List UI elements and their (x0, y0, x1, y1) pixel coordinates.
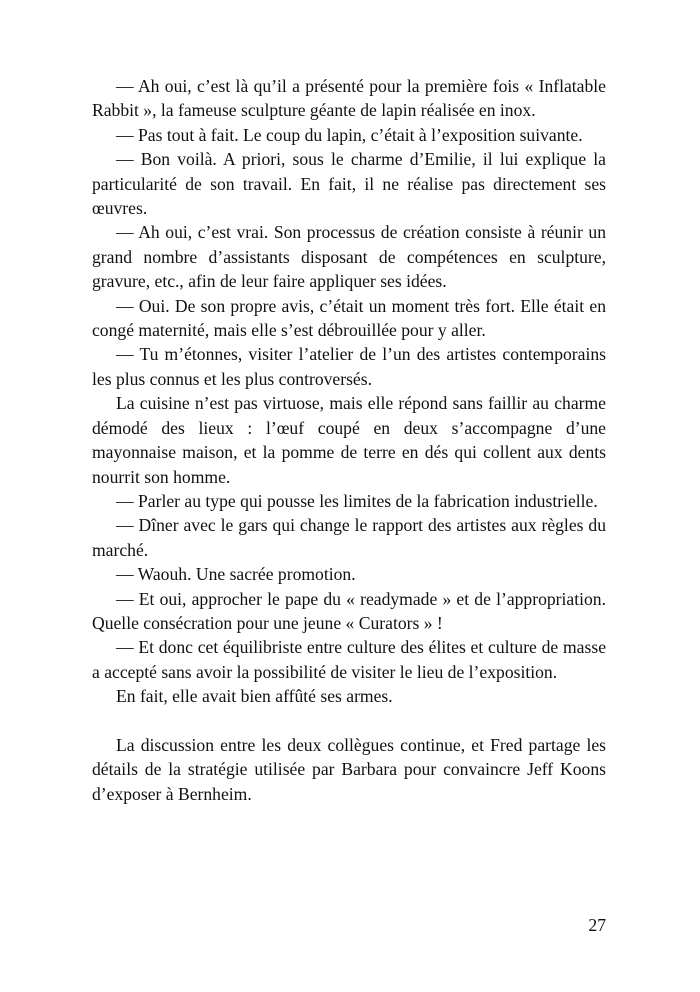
body-text (92, 74, 606, 806)
page-number: 27 (588, 915, 606, 935)
paragraph: — Tu m’étonnes, visiter l’atelier de l’un des artistes contemporains les plus connus et les plus controversés. (92, 344, 606, 389)
paragraph: En fait, elle avait bien affûté ses armes. (116, 686, 393, 707)
paragraph: — Oui. De son propre avis, c’était un moment très fort. Elle était en congé maternité, mais elle s’est débrouillée pour y aller. (92, 295, 606, 341)
paragraph: — Et oui, approcher le pape du « readymade » et de l’appropriation. Quelle consécration pour une jeune « Curators » ! (92, 588, 606, 633)
paragraph: — Pas tout à fait. Le coup du lapin, c’était à l’exposition suivante. (116, 124, 583, 145)
paragraph: — Ah oui, c’est vrai. Son processus de création consiste à réunir un grand nombre d’assistants disposant de compétences en sculpture, gravure, etc., afin de leur faire appliquer ses idées. (92, 222, 606, 292)
paragraph: La cuisine n’est pas virtuose, mais elle répond sans faillir au charme démodé des lieux : l’œuf coupé en deux s’accompagne d’une mayonnaise maison, et la pomme de terre en dés qui collent aux dents nourrit son homme. (92, 393, 606, 487)
paragraph: — Parler au type qui pousse les limites de la fabrication industrielle. (116, 490, 598, 511)
paragraph: — Ah oui, c’est là qu’il a présenté pour la première fois « Inflatable Rabbit », la fameuse sculpture géante de lapin réalisée en inox. (92, 76, 606, 121)
paragraph: — Et donc cet équilibriste entre culture des élites et culture de masse a accepté sans avoir la possibilité de visiter le lieu de l’exposition. (92, 637, 606, 682)
paragraph: La discussion entre les deux collègues continue, et Fred partage les détails de la stratégie utilisée par Barbara pour convaincre Jeff Koons d’exposer à Bernheim. (92, 734, 606, 804)
paragraph: — Waouh. Une sacrée promotion. (116, 564, 356, 585)
paragraph: — Dîner avec le gars qui change le rapport des artistes aux règles du marché. (92, 515, 606, 560)
paragraph: — Bon voilà. A priori, sous le charme d’Emilie, il lui explique la particularité de son travail. En fait, il ne réalise pas directement ses œuvres. (92, 149, 606, 219)
